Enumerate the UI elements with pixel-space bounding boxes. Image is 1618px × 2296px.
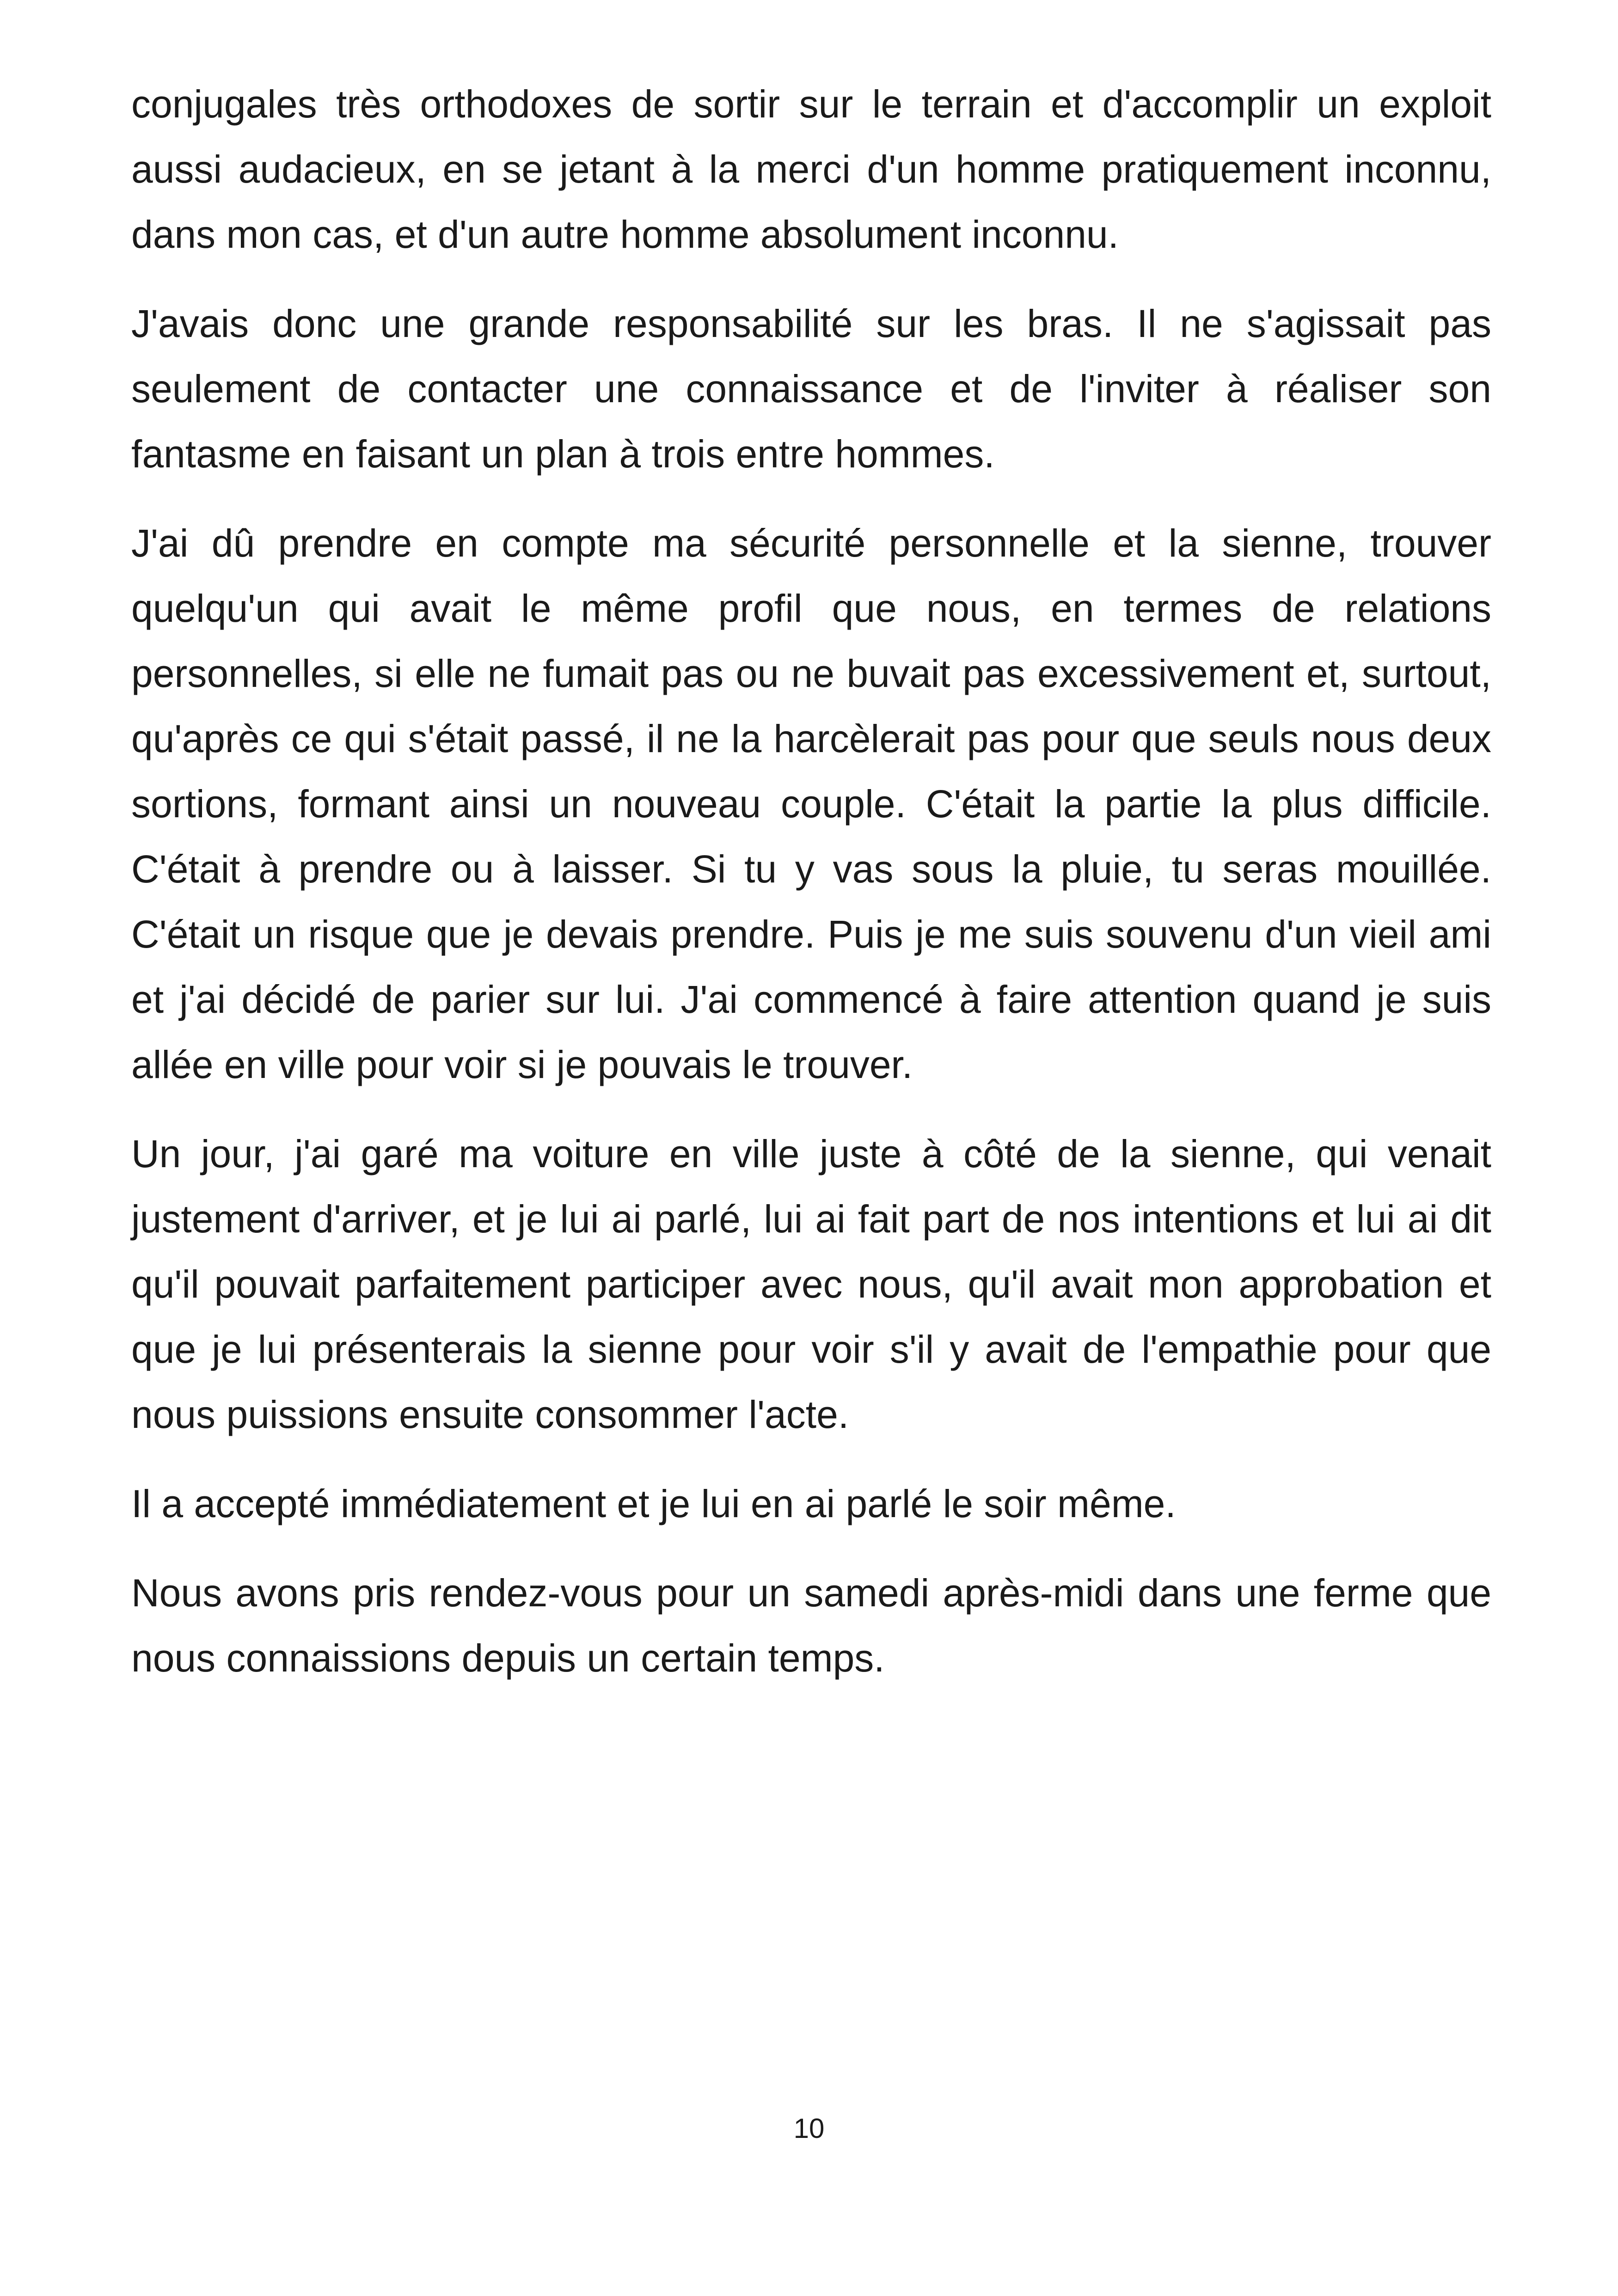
paragraph-6: Nous avons pris rendez-vous pour un samedi après-midi dans une ferme que nous connaissions depuis un certain temps.: [131, 1571, 1491, 1680]
page-number: 10: [793, 2113, 825, 2144]
body-text: [131, 72, 1491, 1691]
paragraph-4: Un jour, j'ai garé ma voiture en ville juste à côté de la sienne, qui venait justement d'arriver, et je lui ai parlé, lui ai fait part de nos intentions et lui ai dit qu'il pouvait parfaitement participer avec nous, qu'il avait mon approbation et que je lui présenterais la sienne pour voir s'il y avait de l'empathie pour que nous puissions ensuite consommer l'acte.: [131, 1132, 1491, 1436]
paragraph-3: J'ai dû prendre en compte ma sécurité personnelle et la sienne, trouver quelqu'un qui avait le même profil que nous, en termes de relations personnelles, si elle ne fumait pas ou ne buvait pas excessivement et, surtout, qu'après ce qui s'était passé, il ne la harcèlerait pas pour que seuls nous deux sortions, formant ainsi un nouveau couple. C'était la partie la plus difficile. C'était à prendre ou à laisser. Si tu y vas sous la pluie, tu seras mouillée. C'était un risque que je devais prendre. Puis je me suis souvenu d'un vieil ami et j'ai décidé de parier sur lui. J'ai commencé à faire attention quand je suis allée en ville pour voir si je pouvais le trouver.: [131, 521, 1491, 1086]
paragraph-2: J'avais donc une grande responsabilité sur les bras. Il ne s'agissait pas seulement de contacter une connaissance et de l'inviter à réaliser son fantasme en faisant un plan à trois entre hommes.: [131, 302, 1491, 476]
paragraph-5: Il a accepté immédiatement et je lui en ai parlé le soir même.: [131, 1482, 1176, 1525]
paragraph-1: conjugales très orthodoxes de sortir sur le terrain et d'accomplir un exploit aussi audacieux, en se jetant à la merci d'un homme pratiquement inconnu, dans mon cas, et d'un autre homme absolument inconnu.: [131, 82, 1491, 256]
